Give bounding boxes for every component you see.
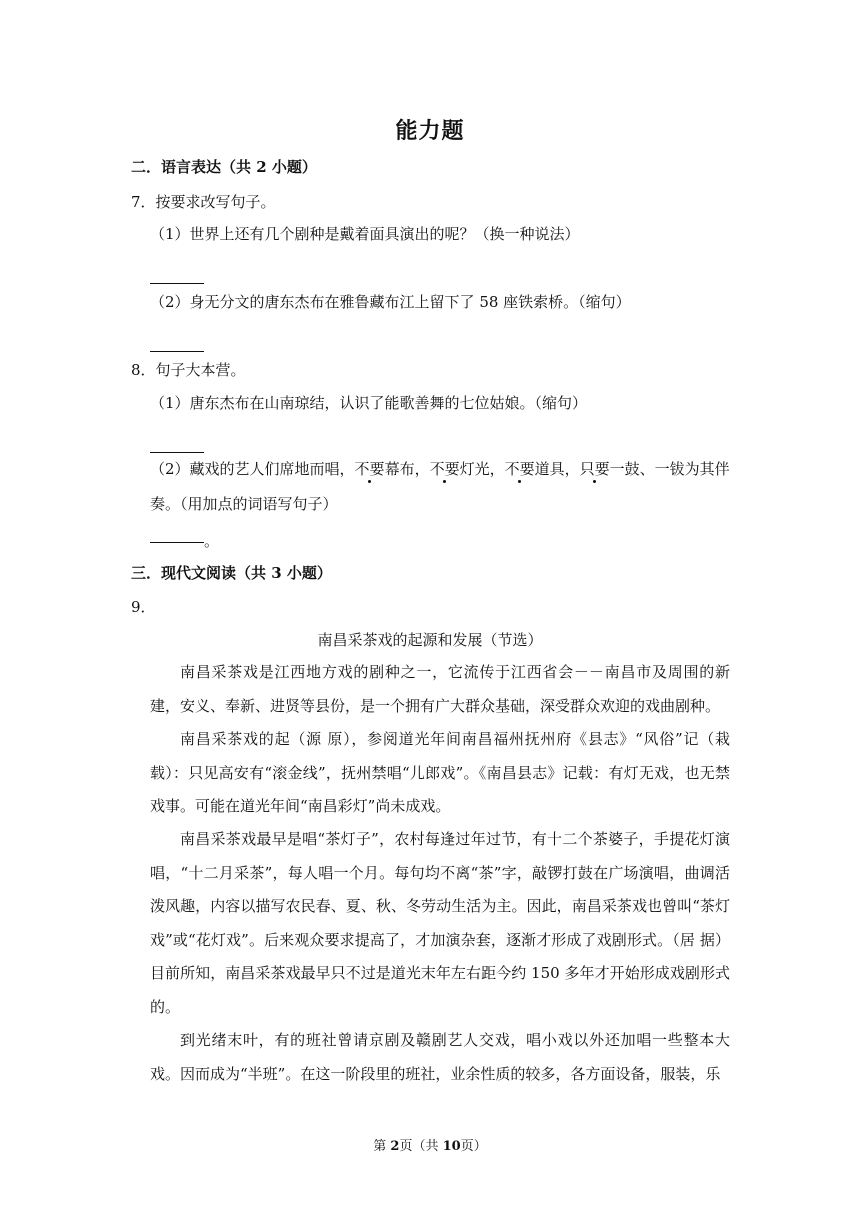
article-title: 南昌采茶戏的起源和发展（节选） <box>317 631 543 649</box>
dotted-word-1: 不要 <box>354 460 385 478</box>
question-8-sub-2-continued: 奏。（用加点的词语写句子） <box>150 495 338 513</box>
q8-sub2-text-d: 道具， <box>534 460 580 478</box>
q8-sub2-text-a: （2）藏戏的艺人们席地而唱， <box>150 460 355 478</box>
answer-blank-8-2[interactable] <box>150 530 219 551</box>
question-7-stem: 7．按要求改写句子。 <box>131 193 276 211</box>
footer-total-pages: 10 <box>442 1139 461 1154</box>
article-paragraph-3: 南昌采茶戏最早是唱“茶灯子”，农村每逢过年过节，有十二个茶婆子，手提花灯演唱，“十二月采茶”，每人唱一个月。每句均不离“茶”字，敲锣打鼓在广场演唱，曲调活泼风趣，内容以描写农民春、夏、秋、冬劳动生活为主。因此，南昌采茶戏也曾叫“茶灯戏”或“花灯戏”。后来观众要求提高了，才加演杂套，逐渐才形成了戏剧形式。（居 据）目前所知，南昌采茶戏最早只不过是道光末年左右距今约 150 多年才开始形成戏剧形式的。 <box>150 830 730 1016</box>
article-paragraph-1: 南昌采茶戏是江西地方戏的剧种之一，它流传于江西省会－－南昌市及周围的新建，安义、奉新、进贤等县份，是一个拥有广大群众基础，深受群众欢迎的戏曲剧种。 <box>150 663 730 715</box>
page-footer <box>0 1135 860 1154</box>
section-heading-language: 二．语言表达（共 2 小题） <box>131 158 317 176</box>
article-paragraph-2: 南昌采茶戏的起（源 原），参阅道光年间南昌福州抚州府《县志》“风俗”记（栽 载）：只见高安有“滚金线”，抚州禁唱“儿郎戏”。《南昌县志》记载：有灯无戏，也无禁戏事。可能在道光年间“南昌彩灯”尚未成戏。 <box>150 730 730 815</box>
answer-blank-8-1[interactable] <box>150 441 204 460</box>
section-heading-reading: 三．现代文阅读（共 3 小题） <box>131 564 332 582</box>
footer-middle: 页（共 <box>399 1139 443 1154</box>
question-8-sub-1: （1）唐东杰布在山南琼结，认识了能歌善舞的七位姑娘。（缩句） <box>150 394 588 412</box>
page-title: 能力题 <box>395 118 465 144</box>
answer-blank-7-2[interactable] <box>150 340 204 359</box>
question-9-number: 9． <box>131 598 156 616</box>
question-8-stem: 8．句子大本营。 <box>131 361 246 379</box>
answer-blank-7-1[interactable] <box>150 272 204 291</box>
question-7-sub-2: （2）身无分文的唐东杰布在雅鲁藏布江上留下了 58 座铁索桥。（缩句） <box>150 293 631 311</box>
q8-sub2-text-e: 一鼓、一钹为其伴 <box>609 460 730 478</box>
dotted-word-4: 只要 <box>579 460 610 478</box>
dotted-word-2: 不要 <box>429 460 460 478</box>
dotted-word-3: 不要 <box>504 460 535 478</box>
footer-suffix: 页） <box>460 1139 487 1154</box>
footer-page-number: 2 <box>390 1139 400 1154</box>
article-paragraph-4: 到光绪末叶，有的班社曾请京剧及赣剧艺人交戏，唱小戏以外还加唱一些整本大戏。因而成为“半班”。在这一阶段里的班社，业余性质的较多，各方面设备，服装，乐 <box>150 1031 730 1083</box>
footer-prefix: 第 <box>373 1139 391 1154</box>
end-period: 。 <box>204 532 220 550</box>
q8-sub2-text-c: 灯光， <box>459 460 505 478</box>
question-8-sub-2 <box>150 459 730 479</box>
q8-sub2-text-b: 幕布， <box>384 460 430 478</box>
question-7-sub-1: （1）世界上还有几个剧种是戴着面具演出的呢？（换一种说法） <box>150 225 580 243</box>
